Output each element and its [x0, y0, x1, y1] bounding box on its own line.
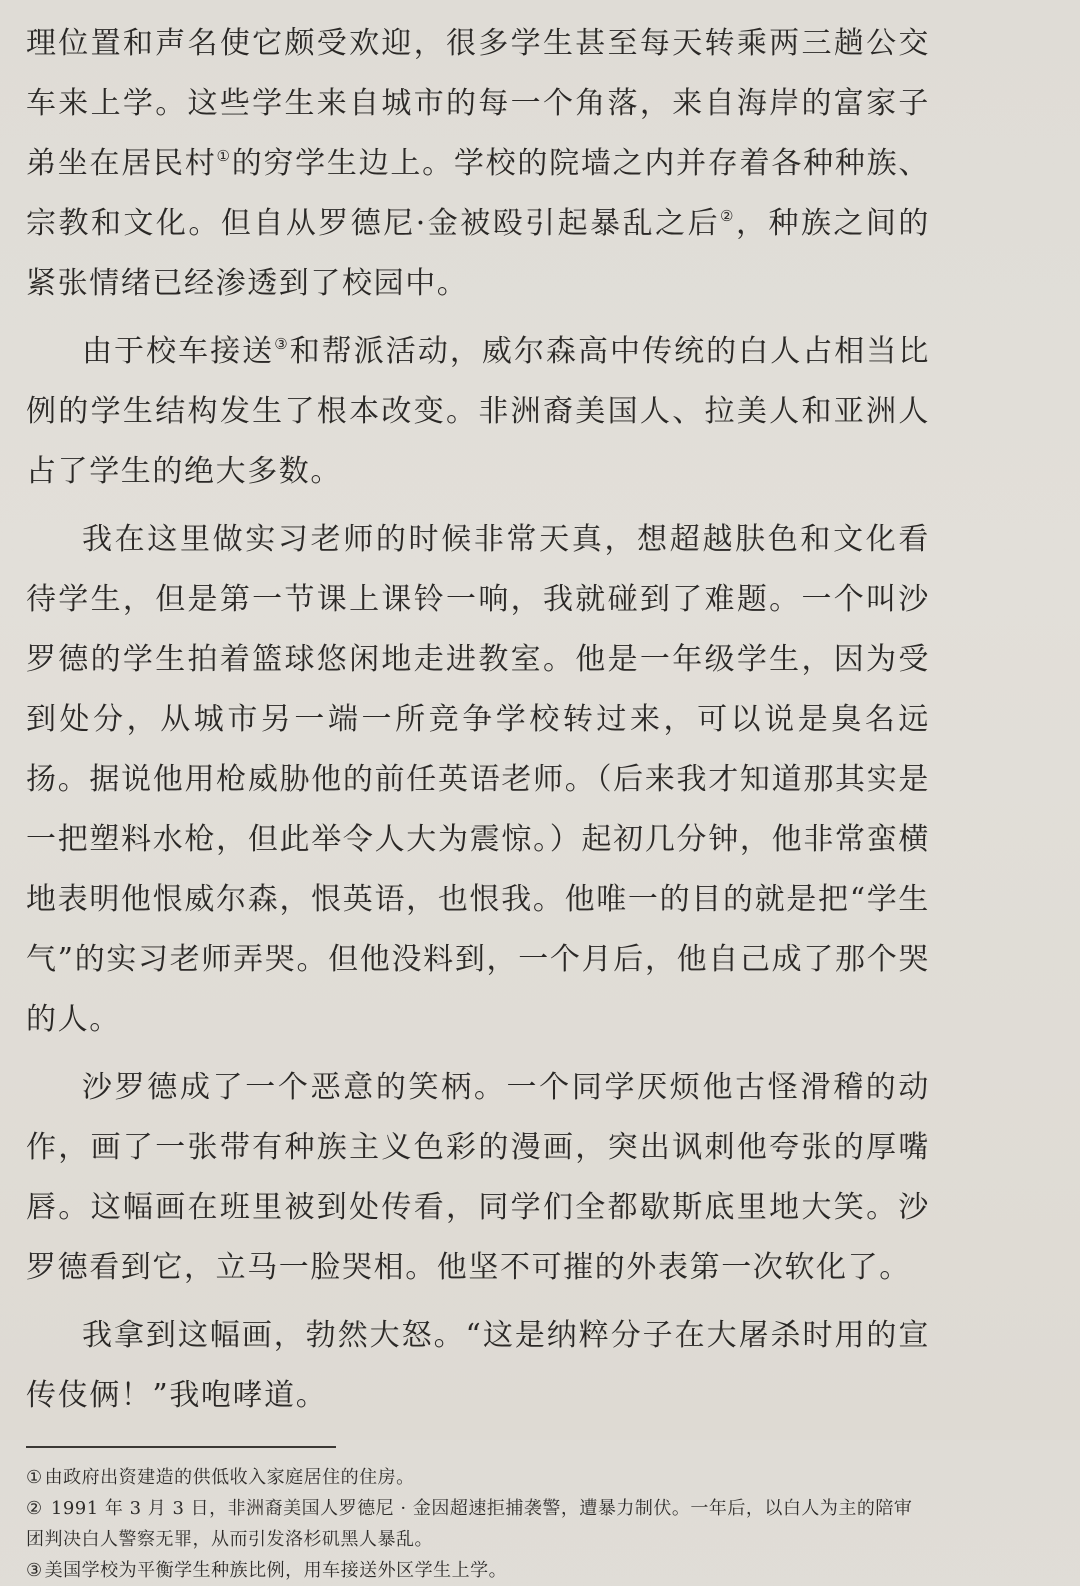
footnote-text: 由政府出资建造的供低收入家庭居住的住房。 — [44, 1467, 415, 1488]
footnote — [26, 1493, 926, 1555]
footnote-reference: ② — [720, 207, 736, 225]
paragraph-text: 由于校车接送 — [82, 334, 275, 369]
footnote-mark: ① — [26, 1467, 43, 1488]
footnote-mark: ② — [26, 1498, 43, 1519]
paragraph-text: 我在这里做实习老师的时候非常天真，想超越肤色和文化看待学生，但是第一节课上课铃一响，我就碰到了难题。一个叫沙罗德的学生拍着篮球悠闲地走进教室。他是一年级学生，因为受到处分，从城市另一端一所竞争学校转过来，可以说是臭名远扬。据说他用枪威胁他的前任英语老师。（后来我才知道那其实是一把塑料水枪，但此举令人大为震惊。）起初几分钟，他非常蛮横地表明他恨威尔森，恨英语，也恨我。他唯一的目的就是把“学生气”的实习老师弄哭。但他没料到，一个月后，他自己成了那个哭的人。 — [26, 522, 930, 1037]
footnote-text: 1991 年 3 月 3 日，非洲裔美国人罗德尼 · 金因超速拒捕袭警，遭暴力制伏。一年后，以白人为主的陪审团判决白人警察无罪，从而引发洛杉矶黑人暴乱。 — [26, 1498, 913, 1550]
paragraph-text: ，种族之间的紧张情绪已经渗透到了校园中。 — [26, 206, 930, 301]
paragraph — [26, 1306, 930, 1426]
paragraph-text: 理位置和声名使它颇受欢迎，很多学生甚至每天转乘两三趟公交车来上学。这些学生来自城市的每一个角落，来自海岸的富家子弟坐在居民村 — [26, 26, 930, 181]
paragraph-text: 和帮派活动，威尔森高中传统的白人占相当比例的学生结构发生了根本改变。非洲裔美国人、拉美人和亚洲人占了学生的绝大多数。 — [26, 334, 930, 489]
footnote-mark: ③ — [26, 1560, 43, 1581]
paragraph — [26, 14, 930, 314]
paragraph-text: 我拿到这幅画，勃然大怒。“这是纳粹分子在大屠杀时用的宣传伎俩！”我咆哮道。 — [26, 1318, 930, 1413]
footnotes — [26, 1462, 930, 1586]
body-text — [26, 14, 930, 1426]
paragraph-text: 的穷学生边上。学校的院墙之内并存着各种种族、宗教和文化。但自从罗德尼·金被殴引起暴乱之后 — [26, 146, 930, 241]
footnote — [26, 1462, 926, 1493]
footnote-divider — [26, 1446, 336, 1448]
paragraph — [26, 1058, 930, 1298]
footnote-text: 美国学校为平衡学生种族比例，用车接送外区学生上学。 — [44, 1560, 508, 1581]
paragraph — [26, 510, 930, 1050]
paragraph-text: 沙罗德成了一个恶意的笑柄。一个同学厌烦他古怪滑稽的动作，画了一张带有种族主义色彩的漫画，突出讽刺他夸张的厚嘴唇。这幅画在班里被到处传看，同学们全都歇斯底里地大笑。沙罗德看到它，立马一脸哭相。他坚不可摧的外表第一次软化了。 — [26, 1070, 930, 1285]
footnote-reference: ① — [216, 147, 232, 165]
footnote — [26, 1555, 926, 1586]
footnote-reference: ③ — [274, 335, 290, 353]
paragraph — [26, 322, 930, 502]
